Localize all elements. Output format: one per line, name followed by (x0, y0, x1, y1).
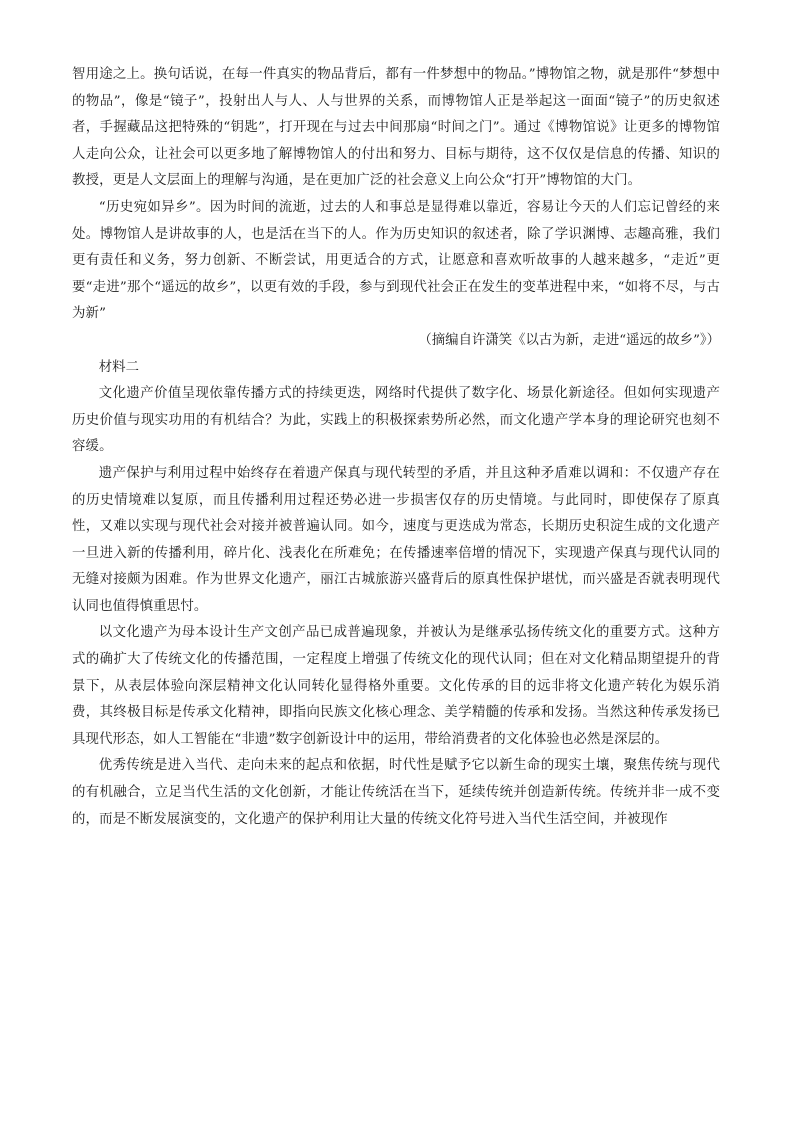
paragraph-tradition-modernity: 优秀传统是进入当代、走向未来的起点和依据，时代性是赋予它以新生命的现实土壤，聚焦传统与现代的有机融合，立足当代生活的文化创新，才能让传统活在当下，延续传统并创造新传统。传统并非一成不变的，而是不断发展演变的，文化遗产的保护利用让大量的传统文化符号进入当代生活空间，并被现作 (72, 758, 720, 827)
citation-source-1: （摘编自许潇笑《以古为新，走进“遥远的故乡”》） (418, 332, 720, 348)
document-page (72, 62, 720, 833)
section-heading-material-2: 材料二 (98, 359, 139, 375)
paragraph-museum-objects: 智用途之上。换句话说，在每一件真实的物品背后，都有一件梦想中的物品。”博物馆之物，就是那件“梦想中的物品”，像是“镜子”，投射出人与人、人与世界的关系，而博物馆人正是举起这一面面“镜子”的历史叙述者，手握藏品这把特殊的“钥匙”，打开现在与过去中间那扇“时间之门”。通过《博物馆说》让更多的博物馆人走向公众，让社会可以更多地了解博物馆人的付出和努力、目标与期待，这不仅仅是信息的传播、知识的教授，更是人文层面上的理解与沟通，是在更加广泛的社会意义上向公众“打开”博物馆的大门。 (72, 67, 720, 189)
paragraph-creative-products: 以文化遗产为母本设计生产文创产品已成普遍现象，并被认为是继承弘扬传统文化的重要方式。这种方式的确扩大了传统文化的传播范围，一定程度上增强了传统文化的现代认同；但在对文化精品期望提升的背景下，从表层体验向深层精神文化认同转化显得格外重要。文化传承的目的远非将文化遗产转化为娱乐消费，其终极目标是传承文化精神，即指向民族文化核心理念、美学精髓的传承和发扬。当然这种传承发扬已具现代形态，如人工智能在“非遗”数字创新设计中的运用，带给消费者的文化体验也必然是深层的。 (72, 625, 720, 747)
paragraph-history-foreign-land: “历史宛如异乡”。因为时间的流逝，过去的人和事总是显得难以靠近，容易让今天的人们忘记曾经的来处。博物馆人是讲故事的人，也是活在当下的人。作为历史知识的叙述者，除了学识渊博、志趣高雅，我们更有责任和义务，努力创新、不断尝试，用更适合的方式，让愿意和喜欢听故事的人越来越多，“走近”更要“走进”那个“遥远的故乡”，以更有效的手段，参与到现代社会正在发生的变革进程中来，“如将不尽，与古为新” (72, 199, 720, 322)
paragraph-heritage-transmission: 文化遗产价值呈现依靠传播方式的持续更迭，网络时代提供了数字化、场景化新途径。但如何实现遗产历史价值与现实功用的有机结合？为此，实践上的积极探索势所必然，而文化遗产学本身的理论研究也刻不容缓。 (72, 386, 720, 455)
paragraph-heritage-conflict: 遗产保护与利用过程中始终存在着遗产保真与现代转型的矛盾，并且这种矛盾难以调和：不仅遗产存在的历史情境难以复原，而且传播利用过程还势必进一步损害仅存的历史情境。与此同时，即使保存了原真性，又难以实现与现代社会对接并被普遍认同。如今，速度与更迭成为常态，长期历史积淀生成的文化遗产一旦进入新的传播利用，碎片化、浅表化在所难免；在传播速率倍增的情况下，实现遗产保真与现代认同的无缝对接颇为困难。作为世界文化遗产，丽江古城旅游兴盛背后的原真性保护堪忧，而兴盛是否就表明现代认同也值得慎重思忖。 (72, 465, 720, 614)
